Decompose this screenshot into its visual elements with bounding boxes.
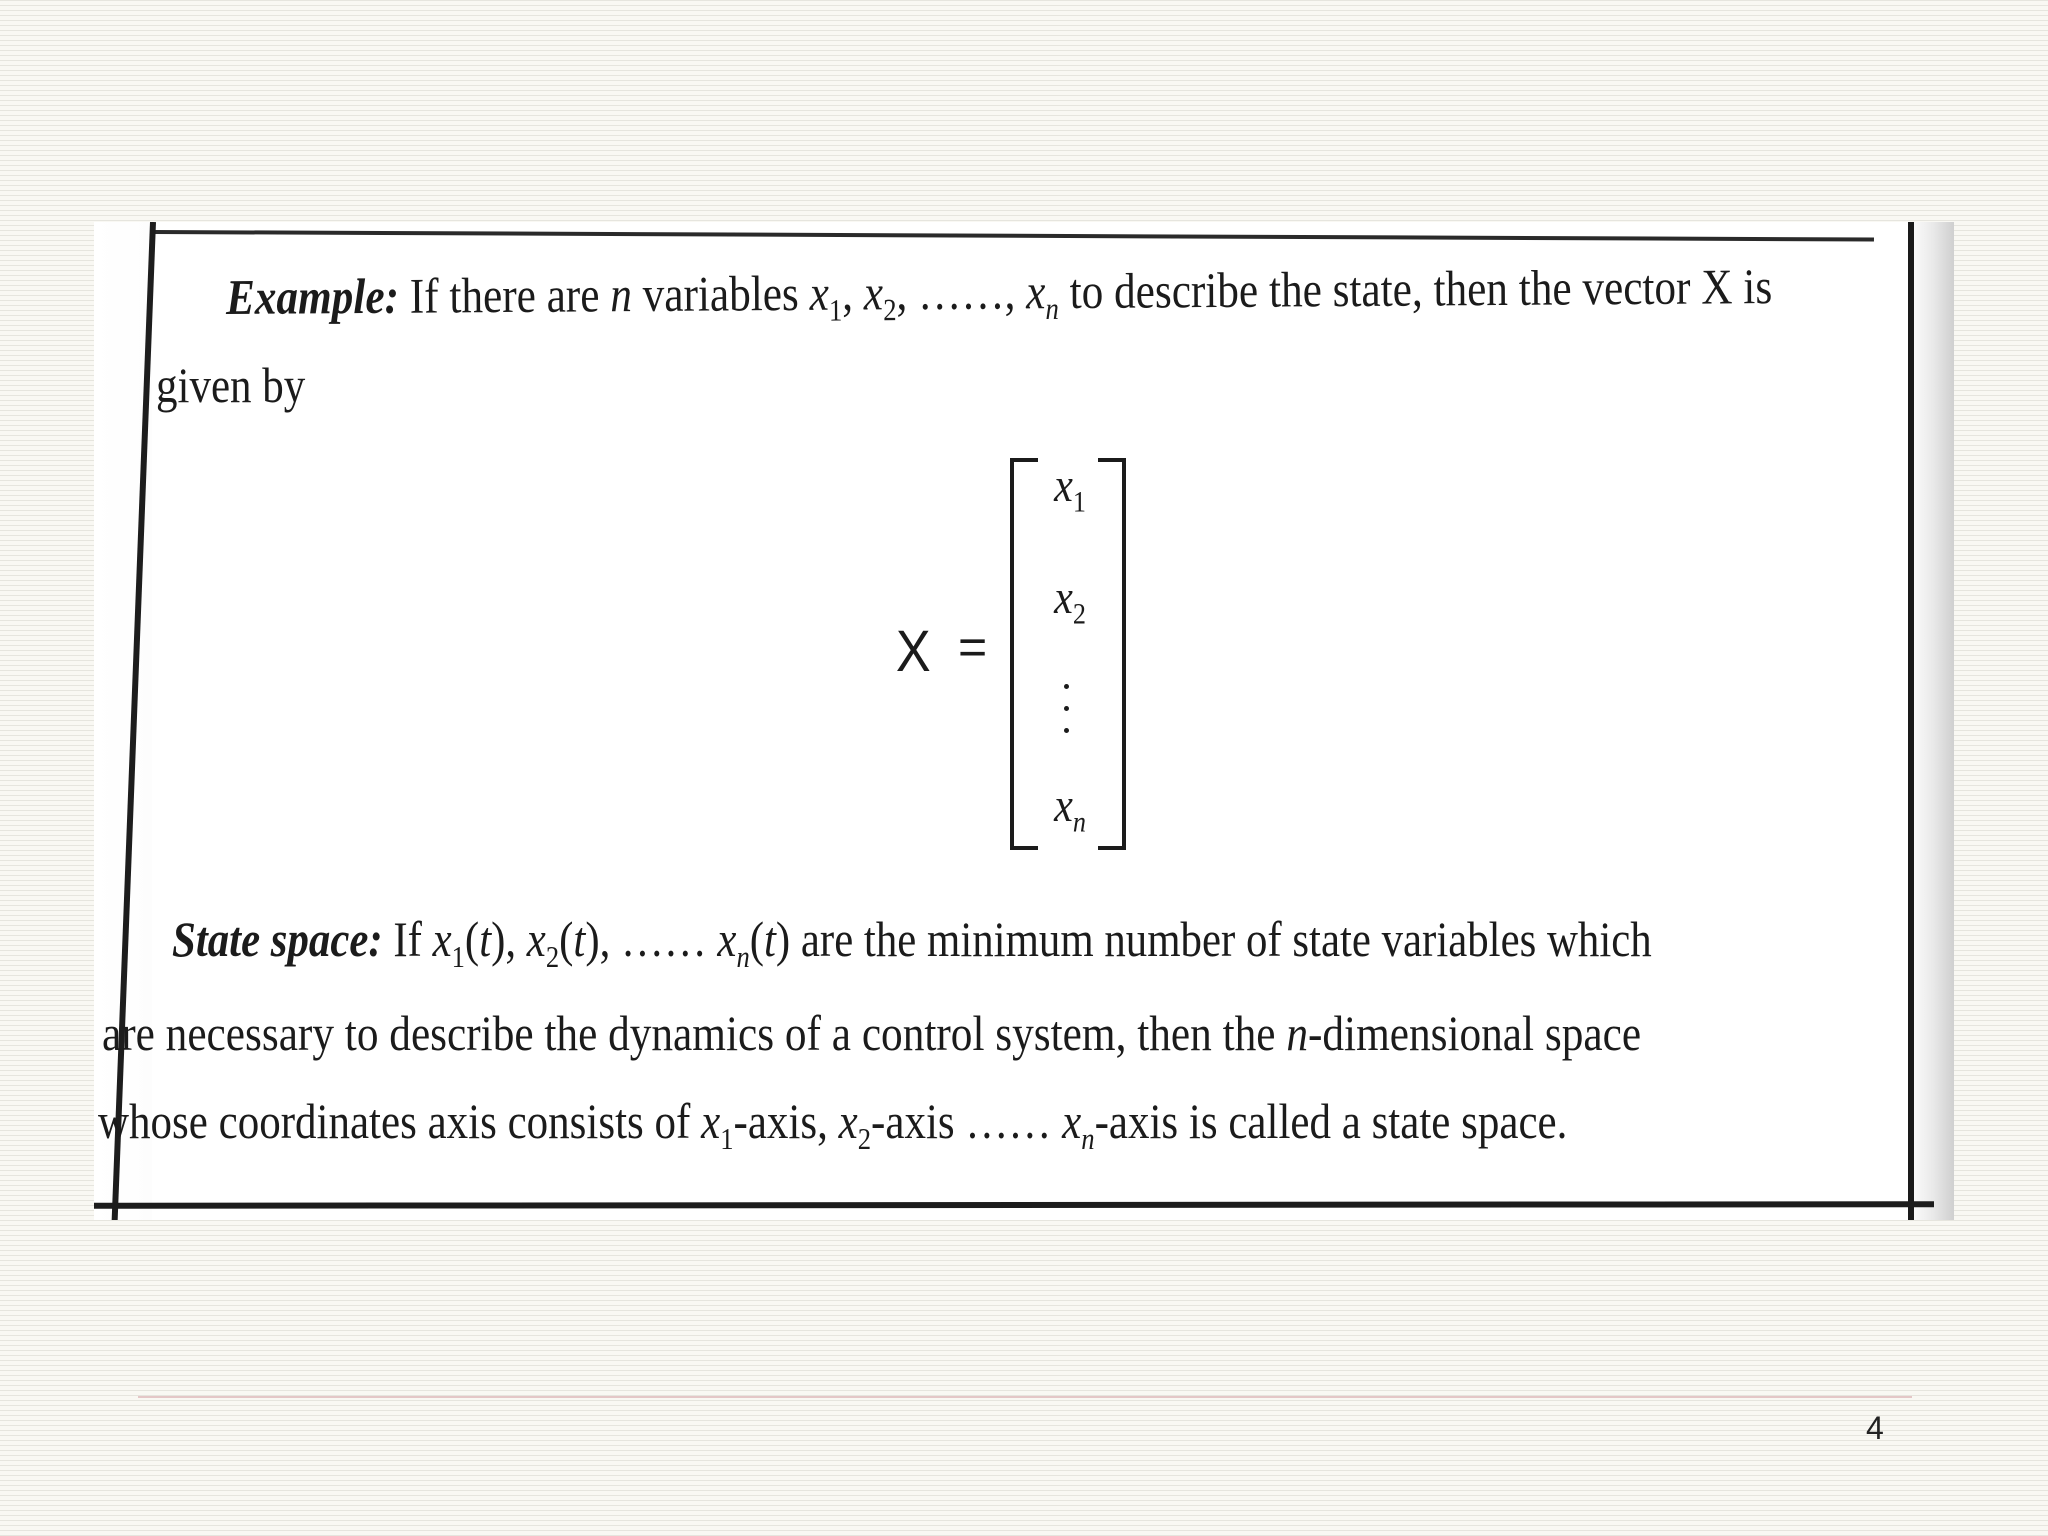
punctuation: ( — [464, 911, 480, 967]
variable-x: x — [1062, 1093, 1082, 1149]
punctuation: ) — [775, 911, 791, 967]
left-bracket — [1010, 458, 1038, 850]
subscript: 1 — [720, 1120, 734, 1156]
example-line-2: given by — [156, 357, 306, 413]
state-space-line-3 — [98, 1092, 1567, 1157]
punctuation: , — [842, 264, 864, 321]
state-space-text: whose coordinates axis consists of — [98, 1093, 702, 1149]
state-space-text: are the minimum number of state variables which — [790, 911, 1652, 967]
subscript: 2 — [883, 292, 897, 328]
vector-entry — [1054, 778, 1086, 839]
state-space-line-1 — [172, 910, 1652, 975]
subscript: 1 — [828, 292, 843, 328]
variable-x: x — [432, 911, 452, 967]
example-line-1 — [226, 257, 1773, 333]
variable-x: x — [863, 264, 884, 321]
variable-n: n — [1286, 1005, 1308, 1061]
ellipsis: …… — [621, 911, 718, 967]
state-space-text: -axis — [1094, 1093, 1179, 1149]
punctuation: ( — [559, 911, 574, 967]
vertical-ellipsis-icon — [1064, 676, 1070, 746]
punctuation: ( — [749, 911, 765, 967]
subscript: 1 — [451, 938, 465, 974]
variable-x: x — [809, 264, 829, 321]
subscript: n — [1045, 290, 1059, 327]
state-space-text: are necessary to describe the dynamics of a control system, then the — [102, 1005, 1287, 1061]
variable-x: x — [701, 1093, 721, 1149]
punctuation: , — [817, 1093, 839, 1149]
variable-x: x — [717, 911, 737, 967]
entry-subscript: 2 — [1072, 597, 1087, 631]
page-number: 4 — [1866, 1410, 1884, 1446]
example-text: to describe the state, then the vector X is — [1058, 258, 1773, 320]
ellipsis: ……, — [917, 263, 1027, 321]
box-rule-left — [112, 222, 156, 1220]
scanned-page — [94, 222, 1954, 1220]
variable-x: x — [838, 1093, 858, 1149]
state-space-text: If — [382, 911, 433, 967]
box-rule-bottom — [94, 1201, 1934, 1209]
example-text: variables — [631, 264, 810, 323]
state-space-text: -axis — [733, 1093, 818, 1149]
variable-n: n — [610, 266, 633, 323]
subscript: n — [736, 938, 750, 974]
entry-symbol: x — [1054, 571, 1073, 624]
state-space-line-2 — [102, 1004, 1641, 1062]
equals-sign: = — [958, 619, 988, 675]
entry-subscript: n — [1072, 805, 1087, 839]
subscript: n — [1081, 1120, 1095, 1156]
example-text: If there are — [398, 266, 611, 324]
vector-entry — [1054, 570, 1086, 631]
punctuation: ) — [585, 911, 600, 967]
variable-x: x — [526, 911, 546, 967]
state-space-text: -axis — [871, 1093, 955, 1149]
example-label: Example: — [225, 267, 400, 325]
footer-divider — [138, 1396, 1912, 1398]
box-rule-top — [154, 230, 1874, 242]
subscript: 2 — [857, 1120, 872, 1156]
subscript: 2 — [545, 938, 560, 974]
state-space-text: -dimensional space — [1307, 1005, 1642, 1061]
state-space-text: is called a state space. — [1178, 1093, 1568, 1149]
equation-lhs: X — [895, 619, 931, 684]
textbook-photo — [94, 222, 1954, 1220]
state-space-label: State space: — [172, 911, 383, 967]
entry-subscript: 1 — [1072, 485, 1087, 519]
punctuation: ) — [491, 911, 506, 967]
entry-symbol: x — [1054, 779, 1073, 832]
box-rule-right — [1908, 222, 1914, 1220]
right-bracket — [1098, 458, 1126, 850]
punctuation: , — [896, 264, 919, 321]
vector-equation — [894, 458, 1254, 878]
variable-t: t — [764, 911, 776, 967]
variable-x: x — [1026, 263, 1046, 320]
variable-t: t — [573, 911, 586, 967]
entry-symbol: x — [1054, 459, 1073, 512]
punctuation: , — [505, 911, 527, 967]
vector-entry — [1054, 458, 1086, 519]
ellipsis: …… — [954, 1093, 1063, 1149]
variable-t: t — [479, 911, 492, 967]
punctuation: , — [599, 911, 622, 967]
